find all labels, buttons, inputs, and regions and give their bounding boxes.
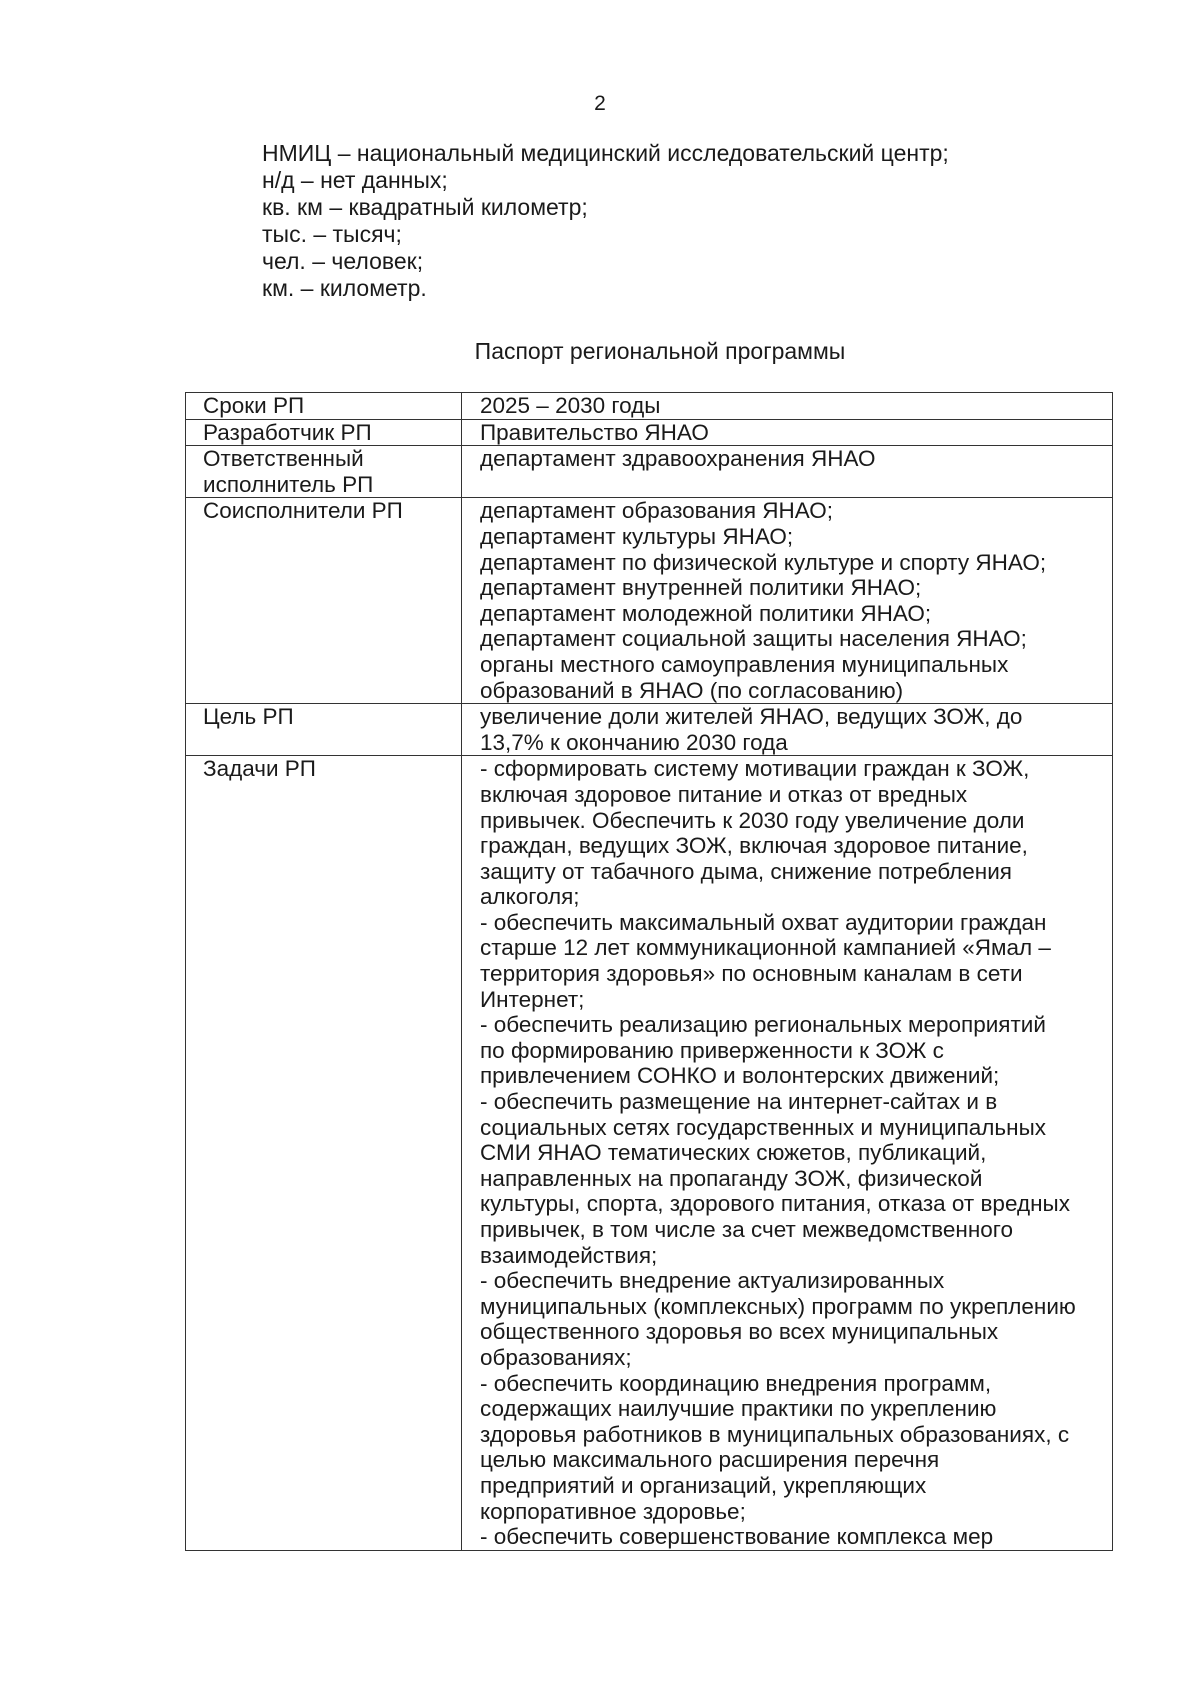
passport-row-label <box>186 446 462 498</box>
value-line: органы местного самоуправления муниципальных <box>480 651 1009 677</box>
value-line: - обеспечить совершенствование комплекса мер <box>480 1524 994 1550</box>
value-line: здоровья работников в муниципальных образованиях, с <box>480 1421 1070 1447</box>
label-line: исполнитель РП <box>203 471 374 497</box>
value-line: департамент внутренней политики ЯНАО; <box>480 575 922 601</box>
passport-row-label <box>186 393 462 420</box>
label-line: Соисполнители РП <box>203 498 403 524</box>
value-line: включая здоровое питание и отказ от вредных <box>480 781 968 807</box>
value-line: муниципальных (комплексных) программ по укреплению <box>480 1293 1076 1319</box>
value-line: образованиях; <box>480 1344 632 1370</box>
passport-row-label <box>186 704 462 756</box>
value-line: территория здоровья» по основным каналам в сети <box>480 961 1023 987</box>
abbreviation-item: кв. км – квадратный километр; <box>262 194 588 220</box>
value-line: предприятий и организаций, укрепляющих <box>480 1472 927 1498</box>
passport-row-value <box>462 393 1113 420</box>
passport-row <box>186 393 1113 420</box>
passport-row-value <box>462 419 1113 446</box>
value-line: 2025 – 2030 годы <box>480 393 661 418</box>
label-line: Цель РП <box>203 704 294 730</box>
abbreviation-item: НМИЦ – национальный медицинский исследовательский центр; <box>262 140 949 166</box>
passport-row-label <box>186 756 462 1550</box>
passport-row-value <box>462 704 1113 756</box>
value-line: департамент культуры ЯНАО; <box>480 523 794 549</box>
passport-row <box>186 756 1113 1550</box>
value-line: старше 12 лет коммуникационной кампанией «Ямал – <box>480 935 1051 961</box>
abbreviation-item: тыс. – тысяч; <box>262 221 402 247</box>
passport-row-value <box>462 756 1113 1550</box>
value-line: Правительство ЯНАО <box>480 419 709 445</box>
passport-row-label <box>186 498 462 704</box>
passport-row <box>186 446 1113 498</box>
value-line: целью максимального расширения перечня <box>480 1447 940 1473</box>
value-line: содержащих наилучшие практики по укреплению <box>480 1396 997 1422</box>
abbreviations-list <box>262 140 1122 302</box>
value-line: увеличение доли жителей ЯНАО, ведущих ЗОЖ, до <box>480 704 1023 730</box>
value-line: по формированию приверженности к ЗОЖ с <box>480 1037 944 1063</box>
value-line: департамент образования ЯНАО; <box>480 498 834 524</box>
value-line: защиту от табачного дыма, снижение потребления <box>480 858 1012 884</box>
value-line: образований в ЯНАО (по согласованию) <box>480 677 904 703</box>
passport-row-label <box>186 419 462 446</box>
passport-row <box>186 498 1113 704</box>
value-line: СМИ ЯНАО тематических сюжетов, публикаций, <box>480 1140 987 1166</box>
value-line: департамент здравоохранения ЯНАО <box>480 446 876 472</box>
value-line: - обеспечить координацию внедрения программ, <box>480 1370 992 1396</box>
label-line: Ответственный <box>203 446 364 472</box>
value-line: алкоголя; <box>480 884 580 910</box>
value-line: - обеспечить максимальный охват аудитории граждан <box>480 909 1047 935</box>
value-line: - обеспечить внедрение актуализированных <box>480 1268 945 1294</box>
abbreviation-item: чел. – человек; <box>262 248 424 274</box>
value-line: направленных на пропаганду ЗОЖ, физической <box>480 1165 983 1191</box>
value-line: граждан, ведущих ЗОЖ, включая здоровое питание, <box>480 833 1028 859</box>
value-line: - сформировать систему мотивации граждан к ЗОЖ, <box>480 756 1030 782</box>
value-line: - обеспечить реализацию региональных мероприятий <box>480 1012 1046 1038</box>
label-line: Разработчик РП <box>203 419 372 445</box>
passport-row <box>186 704 1113 756</box>
value-line: общественного здоровья во всех муниципальных <box>480 1319 999 1345</box>
page-number: 2 <box>594 92 606 115</box>
document-title: Паспорт региональной программы <box>474 338 846 364</box>
value-line: департамент социальной защиты населения ЯНАО; <box>480 626 1027 652</box>
passport-row-value <box>462 446 1113 498</box>
value-line: привычек. Обеспечить к 2030 году увеличение доли <box>480 807 1025 833</box>
value-line: взаимодействия; <box>480 1242 658 1268</box>
value-line: департамент по физической культуре и спорту ЯНАО; <box>480 549 1047 575</box>
value-line: 13,7% к окончанию 2030 года <box>480 729 788 755</box>
value-line: привлечением СОНКО и волонтерских движений; <box>480 1063 1000 1089</box>
passport-row <box>186 419 1113 446</box>
passport-table <box>185 392 1113 1551</box>
passport-row-value <box>462 498 1113 704</box>
abbreviation-item: н/д – нет данных; <box>262 167 448 193</box>
value-line: культуры, спорта, здорового питания, отказа от вредных <box>480 1191 1070 1217</box>
label-line: Сроки РП <box>203 393 305 418</box>
abbreviation-item: км. – километр. <box>262 275 427 301</box>
value-line: социальных сетях государственных и муниципальных <box>480 1114 1047 1140</box>
value-line: - обеспечить размещение на интернет-сайтах и в <box>480 1089 998 1115</box>
value-line: привычек, в том числе за счет межведомственного <box>480 1217 1013 1242</box>
value-line: Интернет; <box>480 986 585 1012</box>
label-line: Задачи РП <box>203 756 316 782</box>
value-line: корпоративное здоровье; <box>480 1498 746 1524</box>
value-line: департамент молодежной политики ЯНАО; <box>480 600 932 626</box>
